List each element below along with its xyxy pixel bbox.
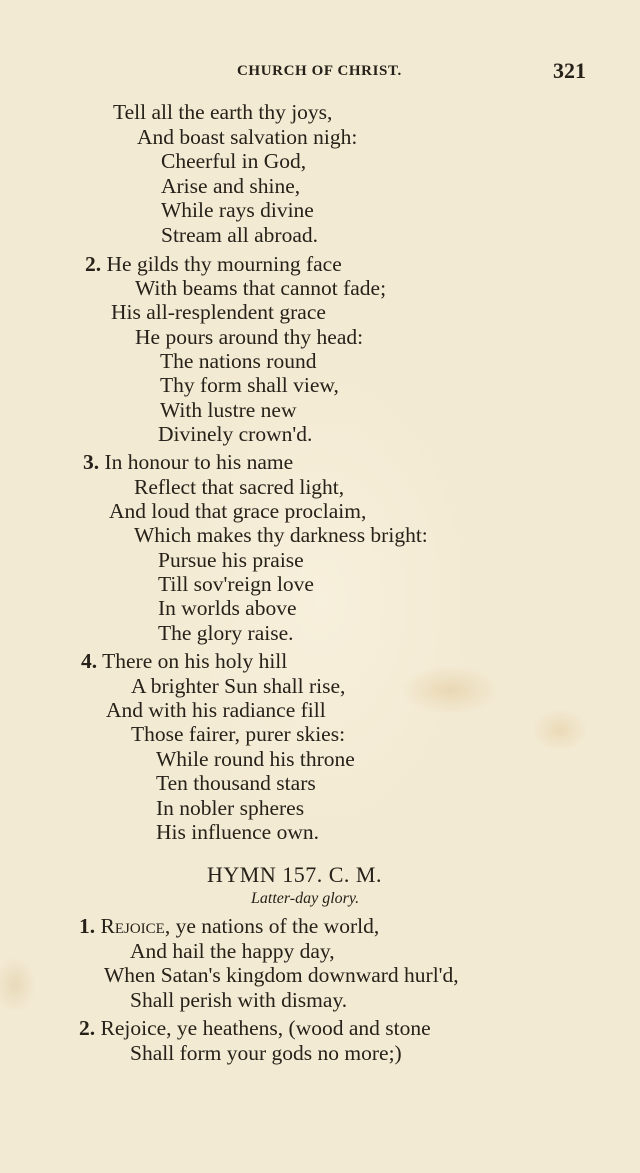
verse-text: , ye nations of the world, xyxy=(164,914,380,938)
verse-line xyxy=(79,1016,431,1040)
stanza-number: 4. xyxy=(81,649,98,673)
verse-line: He pours around thy head: xyxy=(135,325,364,349)
verse-line: Pursue his praise xyxy=(158,548,304,572)
verse-line: While round his throne xyxy=(156,747,355,771)
first-word: Rejoice xyxy=(100,914,165,938)
verse-line: Till sov'reign love xyxy=(158,572,314,596)
verse-line xyxy=(79,914,379,938)
verse-line: Reflect that sacred light, xyxy=(134,475,345,499)
verse-line: With beams that cannot fade; xyxy=(135,276,387,300)
verse-line: Ten thousand stars xyxy=(156,771,316,795)
verse-text: In honour to his name xyxy=(104,450,294,474)
verse-line: Shall perish with dismay. xyxy=(130,988,348,1012)
verse-line: The glory raise. xyxy=(158,621,294,645)
verse-line: Tell all the earth thy joys, xyxy=(113,100,333,124)
page-header xyxy=(0,58,640,86)
verse-line: His influence own. xyxy=(156,820,320,844)
stanza-number: 3. xyxy=(83,450,100,474)
verse-line: And boast salvation nigh: xyxy=(137,125,358,149)
verse-line: His all-resplendent grace xyxy=(111,300,326,324)
verse-line: A brighter Sun shall rise, xyxy=(131,674,346,698)
verse-line: In worlds above xyxy=(158,596,297,620)
verse-line: And with his radiance fill xyxy=(106,698,326,722)
verse-line xyxy=(85,252,342,276)
hymn-subtitle: Latter-day glory. xyxy=(251,890,360,907)
verse-line: Cheerful in God, xyxy=(161,149,307,173)
verse-line: Divinely crown'd. xyxy=(158,422,313,446)
verse-line: And hail the happy day, xyxy=(130,939,335,963)
stanza-number: 1. xyxy=(79,914,96,938)
verse-line: And loud that grace proclaim, xyxy=(109,499,367,523)
stanza-number: 2. xyxy=(85,252,102,276)
verse-line: Stream all abroad. xyxy=(161,223,319,247)
verse-text: There on his holy hill xyxy=(102,649,288,673)
verse-line: The nations round xyxy=(160,349,317,373)
running-head: CHURCH OF CHRIST. xyxy=(237,63,402,79)
verse-text: Rejoice, ye heathens, (wood and stone xyxy=(100,1016,431,1040)
verse-line: Which makes thy darkness bright: xyxy=(134,523,428,547)
hymn-title: HYMN 157. C. M. xyxy=(207,862,382,887)
verse-line: In nobler spheres xyxy=(156,796,305,820)
verse-line: While rays divine xyxy=(161,198,314,222)
verse-text: He gilds thy mourning face xyxy=(106,252,342,276)
verse-line: Those fairer, purer skies: xyxy=(131,722,346,746)
verse-line xyxy=(81,649,287,673)
verse-line: Shall form your gods no more;) xyxy=(130,1041,402,1065)
verse-line xyxy=(83,450,293,474)
page-number: 321 xyxy=(553,58,586,83)
verse-line: When Satan's kingdom downward hurl'd, xyxy=(104,963,459,987)
verse-line: With lustre new xyxy=(160,398,297,422)
stanza-number: 2. xyxy=(79,1016,96,1040)
verse-line: Thy form shall view, xyxy=(160,373,339,397)
verse-line: Arise and shine, xyxy=(161,174,301,198)
